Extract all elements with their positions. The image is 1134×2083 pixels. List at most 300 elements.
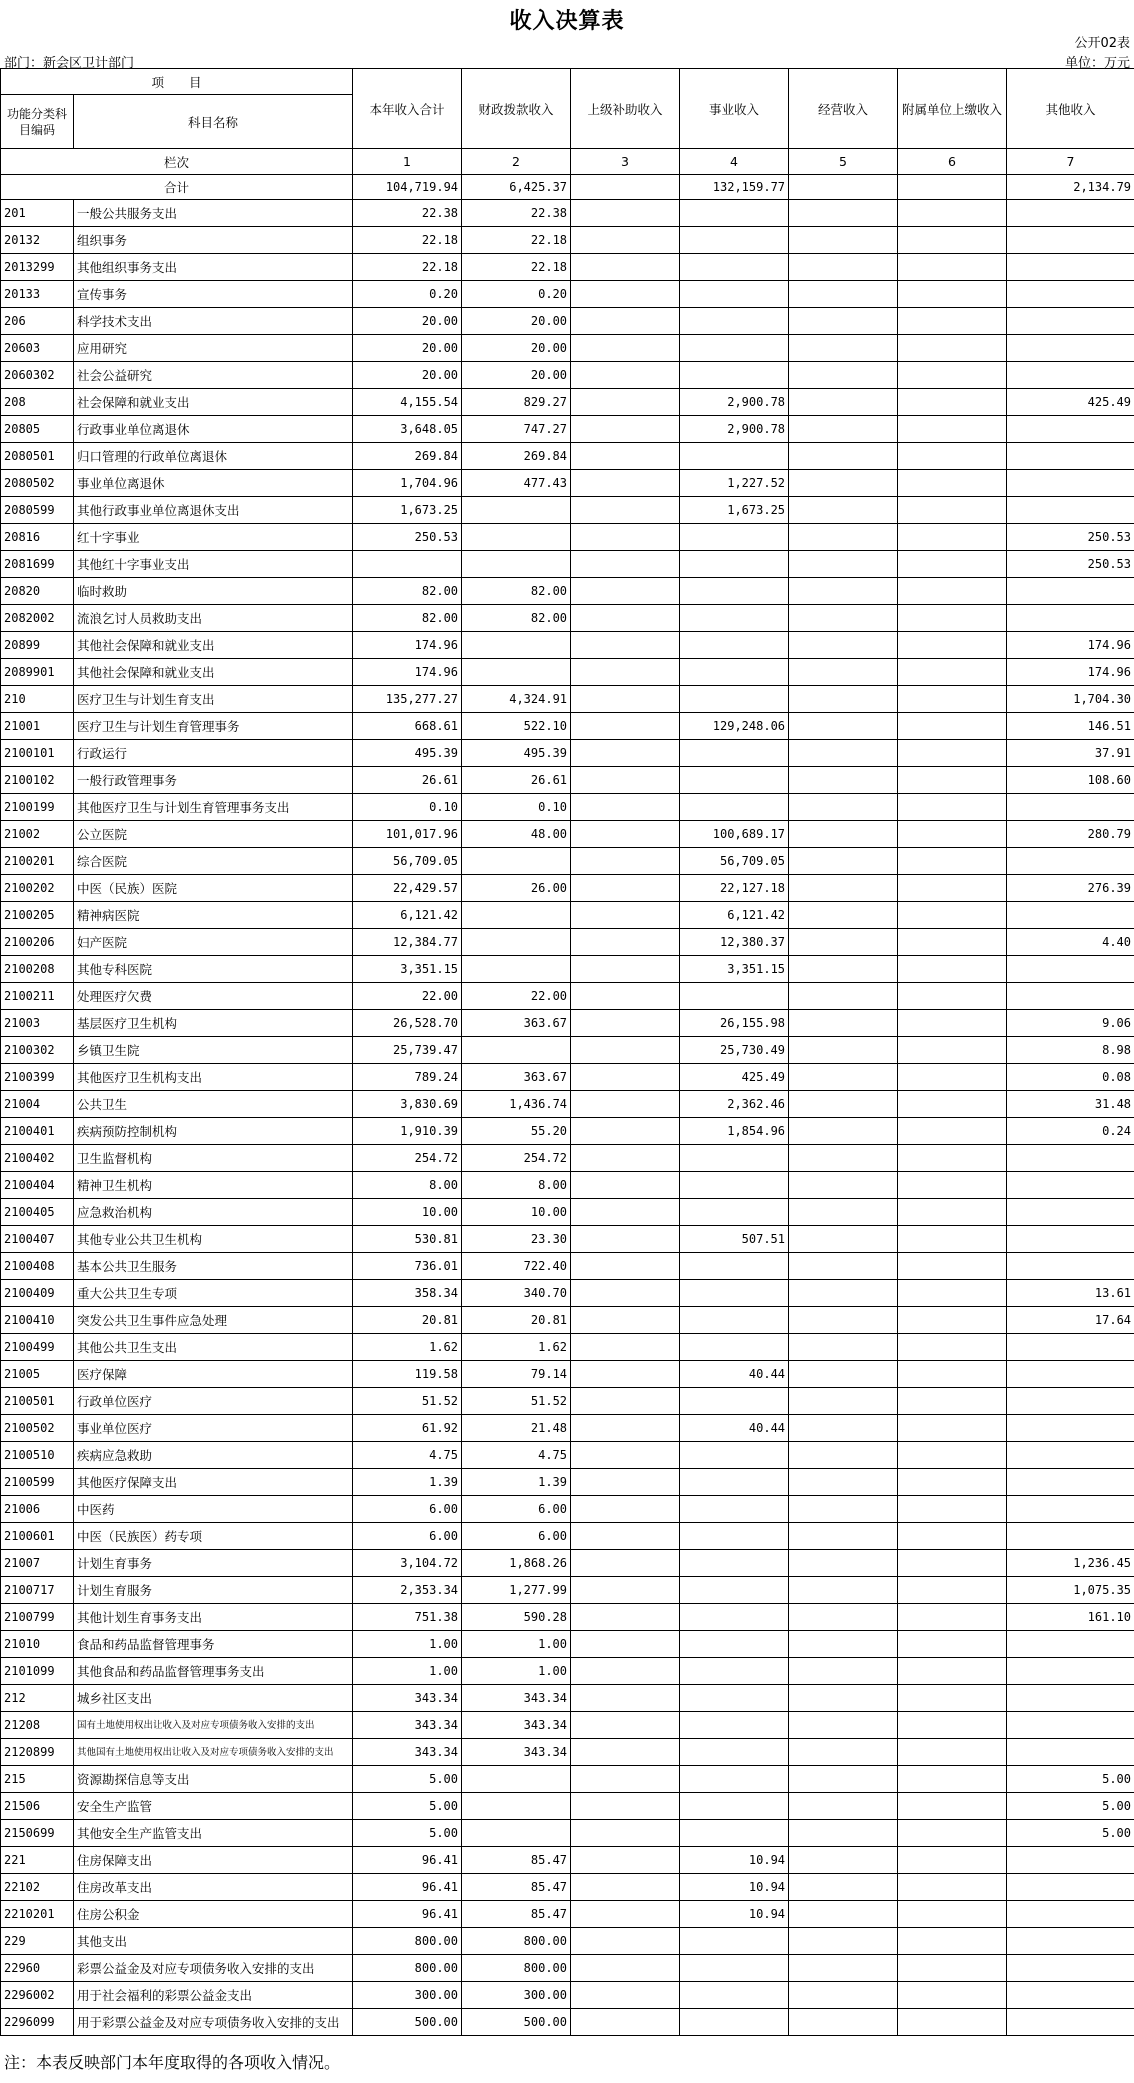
subject-code: 201: [1, 200, 74, 227]
subject-code: 2100202: [1, 875, 74, 902]
table-row: [1, 1766, 1134, 1793]
table-row: [1, 1469, 1134, 1496]
header-col-2: 财政拨款收入: [462, 69, 571, 149]
subject-code: 2080501: [1, 443, 74, 470]
amount-cell: [571, 713, 680, 740]
table-row: [1, 497, 1134, 524]
amount-cell: [898, 200, 1007, 227]
subject-name: 其他医疗卫生与计划生育管理事务支出: [74, 794, 353, 821]
subject-code: 2100799: [1, 1604, 74, 1631]
amount-cell: 250.53: [353, 524, 462, 551]
table-row: [1, 254, 1134, 281]
amount-cell: [680, 1820, 789, 1847]
amount-cell: 61.92: [353, 1415, 462, 1442]
amount-cell: 96.41: [353, 1901, 462, 1928]
amount-cell: [898, 1334, 1007, 1361]
amount-cell: [898, 1415, 1007, 1442]
amount-cell: [898, 1739, 1007, 1766]
amount-cell: [1007, 956, 1134, 983]
amount-cell: [571, 1361, 680, 1388]
subject-code: 2100302: [1, 1037, 74, 1064]
amount-cell: [898, 659, 1007, 686]
amount-cell: 55.20: [462, 1118, 571, 1145]
subject-name: 基本公共卫生服务: [74, 1253, 353, 1280]
amount-cell: 96.41: [353, 1847, 462, 1874]
subject-code: 2089901: [1, 659, 74, 686]
table-row: [1, 1280, 1134, 1307]
table-row: [1, 1901, 1134, 1928]
amount-cell: [1007, 497, 1134, 524]
amount-cell: [680, 1550, 789, 1577]
subject-code: 2100409: [1, 1280, 74, 1307]
amount-cell: [1007, 2009, 1134, 2036]
amount-cell: 1.62: [462, 1334, 571, 1361]
amount-cell: 1,704.30: [1007, 686, 1134, 713]
subject-name: 住房保障支出: [74, 1847, 353, 1874]
amount-cell: [680, 362, 789, 389]
amount-cell: [1007, 1172, 1134, 1199]
amount-cell: [898, 1199, 1007, 1226]
subject-code: 20132: [1, 227, 74, 254]
subject-name: 科学技术支出: [74, 308, 353, 335]
subject-name: 食品和药品监督管理事务: [74, 1631, 353, 1658]
table-row: [1, 1037, 1134, 1064]
amount-cell: 20.00: [462, 335, 571, 362]
table-row: [1, 1361, 1134, 1388]
subject-name: 临时救助: [74, 578, 353, 605]
amount-cell: [898, 551, 1007, 578]
subject-code: 2082002: [1, 605, 74, 632]
page-title: 收入决算表: [509, 9, 625, 34]
subject-name: 其他计划生育事务支出: [74, 1604, 353, 1631]
amount-cell: [1007, 1685, 1134, 1712]
subject-code: 2100407: [1, 1226, 74, 1253]
subject-code: 22960: [1, 1955, 74, 1982]
table-row: [1, 227, 1134, 254]
amount-cell: [898, 902, 1007, 929]
amount-cell: [571, 821, 680, 848]
amount-cell: [789, 1496, 898, 1523]
header-code: 功能分类科目编码: [1, 95, 74, 149]
amount-cell: [1007, 227, 1134, 254]
table-row: [1, 1604, 1134, 1631]
amount-cell: [571, 389, 680, 416]
subject-name: 妇产医院: [74, 929, 353, 956]
amount-cell: 17.64: [1007, 1307, 1134, 1334]
amount-cell: [571, 1145, 680, 1172]
table-row: [1, 1982, 1134, 2009]
table-row: [1, 1010, 1134, 1037]
amount-cell: [571, 362, 680, 389]
amount-cell: 6.00: [353, 1523, 462, 1550]
table-row: [1, 1550, 1134, 1577]
amount-cell: 119.58: [353, 1361, 462, 1388]
subject-code: 21007: [1, 1550, 74, 1577]
amount-cell: [789, 1334, 898, 1361]
amount-cell: 96.41: [353, 1874, 462, 1901]
amount-cell: [1007, 794, 1134, 821]
amount-cell: [680, 1631, 789, 1658]
table-row: [1, 470, 1134, 497]
subject-code: 21506: [1, 1793, 74, 1820]
amount-cell: [571, 1604, 680, 1631]
table-row: [1, 1874, 1134, 1901]
amount-cell: 0.10: [353, 794, 462, 821]
amount-cell: [898, 1847, 1007, 1874]
amount-cell: [898, 578, 1007, 605]
amount-cell: 590.28: [462, 1604, 571, 1631]
subject-name: 应用研究: [74, 335, 353, 362]
subject-code: 21010: [1, 1631, 74, 1658]
amount-cell: [571, 524, 680, 551]
amount-cell: [1007, 1415, 1134, 1442]
amount-cell: 161.10: [1007, 1604, 1134, 1631]
amount-cell: 3,351.15: [353, 956, 462, 983]
amount-cell: 276.39: [1007, 875, 1134, 902]
amount-cell: [571, 1793, 680, 1820]
amount-cell: [898, 794, 1007, 821]
total-cell: 6,425.37: [462, 175, 571, 200]
table-row: [1, 983, 1134, 1010]
amount-cell: 500.00: [353, 2009, 462, 2036]
amount-cell: 100,689.17: [680, 821, 789, 848]
table-row: [1, 362, 1134, 389]
table-row: [1, 1388, 1134, 1415]
amount-cell: [571, 308, 680, 335]
amount-cell: [1007, 200, 1134, 227]
subject-code: 210: [1, 686, 74, 713]
amount-cell: 800.00: [462, 1955, 571, 1982]
amount-cell: 10.94: [680, 1847, 789, 1874]
amount-cell: 6.00: [462, 1523, 571, 1550]
amount-cell: [898, 281, 1007, 308]
subject-name: 精神病医院: [74, 902, 353, 929]
amount-cell: 26.61: [462, 767, 571, 794]
amount-cell: [571, 1442, 680, 1469]
amount-cell: [680, 1442, 789, 1469]
amount-cell: 13.61: [1007, 1280, 1134, 1307]
amount-cell: [680, 1982, 789, 2009]
table-row: [1, 902, 1134, 929]
subject-name: 社会公益研究: [74, 362, 353, 389]
amount-cell: 477.43: [462, 470, 571, 497]
amount-cell: [898, 1442, 1007, 1469]
amount-cell: 40.44: [680, 1415, 789, 1442]
amount-cell: [789, 902, 898, 929]
amount-cell: [898, 1010, 1007, 1037]
amount-cell: 20.00: [353, 308, 462, 335]
amount-cell: [680, 1523, 789, 1550]
amount-cell: 20.00: [462, 362, 571, 389]
amount-cell: [571, 1820, 680, 1847]
amount-cell: [789, 767, 898, 794]
subject-code: 2013299: [1, 254, 74, 281]
amount-cell: [680, 659, 789, 686]
amount-cell: [898, 2009, 1007, 2036]
amount-cell: [898, 416, 1007, 443]
amount-cell: [898, 524, 1007, 551]
amount-cell: 1,436.74: [462, 1091, 571, 1118]
amount-cell: 20.00: [353, 335, 462, 362]
amount-cell: 22,127.18: [680, 875, 789, 902]
amount-cell: [571, 1928, 680, 1955]
amount-cell: [462, 1037, 571, 1064]
amount-cell: 500.00: [462, 2009, 571, 2036]
amount-cell: [571, 281, 680, 308]
subject-code: 2100102: [1, 767, 74, 794]
amount-cell: [462, 848, 571, 875]
amount-cell: [898, 1550, 1007, 1577]
amount-cell: [1007, 1874, 1134, 1901]
subject-name: 其他医疗卫生机构支出: [74, 1064, 353, 1091]
amount-cell: [789, 1145, 898, 1172]
amount-cell: 12,380.37: [680, 929, 789, 956]
amount-cell: 22.38: [353, 200, 462, 227]
amount-cell: [571, 1550, 680, 1577]
amount-cell: 5.00: [353, 1793, 462, 1820]
amount-cell: 22.18: [353, 227, 462, 254]
amount-cell: [571, 767, 680, 794]
header-col-4: 事业收入: [680, 69, 789, 149]
amount-cell: [680, 1334, 789, 1361]
amount-cell: [571, 794, 680, 821]
amount-cell: [571, 1577, 680, 1604]
amount-cell: [1007, 1199, 1134, 1226]
amount-cell: [571, 875, 680, 902]
amount-cell: 5.00: [353, 1766, 462, 1793]
amount-cell: [789, 605, 898, 632]
total-cell: 132,159.77: [680, 175, 789, 200]
table-row: [1, 956, 1134, 983]
subject-name: 住房公积金: [74, 1901, 353, 1928]
subject-code: 20899: [1, 632, 74, 659]
subject-code: 212: [1, 1685, 74, 1712]
subject-name: 综合医院: [74, 848, 353, 875]
amount-cell: [789, 389, 898, 416]
amount-cell: [571, 1307, 680, 1334]
amount-cell: [680, 1172, 789, 1199]
amount-cell: 254.72: [462, 1145, 571, 1172]
amount-cell: [571, 1847, 680, 1874]
subject-name: 资源勘探信息等支出: [74, 1766, 353, 1793]
amount-cell: [571, 686, 680, 713]
amount-cell: [462, 1820, 571, 1847]
table-row: [1, 443, 1134, 470]
amount-cell: 51.52: [462, 1388, 571, 1415]
amount-cell: [898, 1631, 1007, 1658]
amount-cell: 0.20: [462, 281, 571, 308]
subject-name: 其他公共卫生支出: [74, 1334, 353, 1361]
amount-cell: [789, 362, 898, 389]
table-row: [1, 2009, 1134, 2036]
amount-cell: 2,362.46: [680, 1091, 789, 1118]
table-row: [1, 1523, 1134, 1550]
header-col-6: 附属单位上缴收入: [898, 69, 1007, 149]
amount-cell: [789, 1172, 898, 1199]
table-row: [1, 1577, 1134, 1604]
amount-cell: 829.27: [462, 389, 571, 416]
amount-cell: 747.27: [462, 416, 571, 443]
amount-cell: 82.00: [462, 578, 571, 605]
amount-cell: 174.96: [1007, 632, 1134, 659]
amount-cell: 20.00: [462, 308, 571, 335]
amount-cell: [462, 902, 571, 929]
table-row: [1, 335, 1134, 362]
amount-cell: [789, 281, 898, 308]
amount-cell: [789, 1766, 898, 1793]
amount-cell: [680, 605, 789, 632]
subject-name: 基层医疗卫生机构: [74, 1010, 353, 1037]
amount-cell: [1007, 1442, 1134, 1469]
amount-cell: [571, 1172, 680, 1199]
subject-code: 208: [1, 389, 74, 416]
amount-cell: [898, 1793, 1007, 1820]
amount-cell: [680, 1145, 789, 1172]
header-col-1: 本年收入合计: [353, 69, 462, 149]
amount-cell: 56,709.05: [680, 848, 789, 875]
subject-name: 社会保障和就业支出: [74, 389, 353, 416]
amount-cell: 85.47: [462, 1874, 571, 1901]
amount-cell: [898, 443, 1007, 470]
amount-cell: [571, 1334, 680, 1361]
amount-cell: [898, 389, 1007, 416]
table-row: [1, 1712, 1134, 1739]
amount-cell: [789, 497, 898, 524]
amount-cell: 343.34: [462, 1739, 571, 1766]
amount-cell: 82.00: [353, 578, 462, 605]
table-row: [1, 1658, 1134, 1685]
amount-cell: [898, 929, 1007, 956]
amount-cell: [789, 659, 898, 686]
subject-name: 事业单位医疗: [74, 1415, 353, 1442]
amount-cell: [789, 1739, 898, 1766]
amount-cell: 1,704.96: [353, 470, 462, 497]
amount-cell: 1.00: [353, 1658, 462, 1685]
amount-cell: [571, 983, 680, 1010]
subject-code: 2150699: [1, 1820, 74, 1847]
amount-cell: 56,709.05: [353, 848, 462, 875]
amount-cell: [789, 551, 898, 578]
footnote: 注：本表反映部门本年度取得的各项收入情况。: [4, 2053, 341, 2072]
amount-cell: [680, 1604, 789, 1631]
amount-cell: [898, 1064, 1007, 1091]
amount-cell: 10.94: [680, 1874, 789, 1901]
amount-cell: [789, 308, 898, 335]
subject-code: 2100206: [1, 929, 74, 956]
amount-cell: [680, 1280, 789, 1307]
amount-cell: 40.44: [680, 1361, 789, 1388]
subject-name: 行政事业单位离退休: [74, 416, 353, 443]
table-row: [1, 308, 1134, 335]
amount-cell: [789, 794, 898, 821]
header-col-3: 上级补助收入: [571, 69, 680, 149]
subject-code: 215: [1, 1766, 74, 1793]
amount-cell: [1007, 1847, 1134, 1874]
amount-cell: 1.00: [462, 1658, 571, 1685]
table-row: [1, 713, 1134, 740]
amount-cell: [1007, 1712, 1134, 1739]
amount-cell: [1007, 1496, 1134, 1523]
amount-cell: [1007, 1658, 1134, 1685]
subject-code: 2100510: [1, 1442, 74, 1469]
amount-cell: [789, 470, 898, 497]
subject-name: 国有土地使用权出让收入及对应专项债务收入安排的支出: [74, 1712, 353, 1739]
amount-cell: [571, 551, 680, 578]
amount-cell: [571, 1199, 680, 1226]
amount-cell: [789, 2009, 898, 2036]
amount-cell: [571, 1118, 680, 1145]
header-col-index: 栏次: [1, 149, 353, 175]
amount-cell: [898, 1982, 1007, 2009]
amount-cell: [898, 983, 1007, 1010]
amount-cell: [571, 1658, 680, 1685]
amount-cell: [571, 1955, 680, 1982]
subject-name: 城乡社区支出: [74, 1685, 353, 1712]
amount-cell: 1,227.52: [680, 470, 789, 497]
amount-cell: [571, 1415, 680, 1442]
subject-code: 2100405: [1, 1199, 74, 1226]
subject-name: 疾病应急救助: [74, 1442, 353, 1469]
revenue-table: [0, 68, 1134, 2036]
subject-name: 住房改革支出: [74, 1874, 353, 1901]
amount-cell: [571, 1388, 680, 1415]
subject-name: 彩票公益金及对应专项债务收入安排的支出: [74, 1955, 353, 1982]
subject-name: 其他专科医院: [74, 956, 353, 983]
amount-cell: [789, 1388, 898, 1415]
subject-code: 2100599: [1, 1469, 74, 1496]
amount-cell: [462, 956, 571, 983]
amount-cell: 51.52: [353, 1388, 462, 1415]
amount-cell: [571, 578, 680, 605]
total-cell: 2,134.79: [1007, 175, 1134, 200]
amount-cell: 425.49: [680, 1064, 789, 1091]
amount-cell: [680, 1685, 789, 1712]
subject-name: 安全生产监管: [74, 1793, 353, 1820]
amount-cell: 5.00: [1007, 1820, 1134, 1847]
amount-cell: [571, 740, 680, 767]
amount-cell: 22.18: [462, 254, 571, 281]
amount-cell: [1007, 1982, 1134, 2009]
table-row: [1, 1172, 1134, 1199]
amount-cell: [789, 578, 898, 605]
amount-cell: [1007, 1388, 1134, 1415]
amount-cell: [898, 686, 1007, 713]
amount-cell: [898, 740, 1007, 767]
table-row: [1, 1496, 1134, 1523]
amount-cell: [789, 1253, 898, 1280]
subject-name: 精神卫生机构: [74, 1172, 353, 1199]
subject-code: 21004: [1, 1091, 74, 1118]
amount-cell: 22.00: [353, 983, 462, 1010]
amount-cell: [789, 929, 898, 956]
amount-cell: 135,277.27: [353, 686, 462, 713]
amount-cell: 530.81: [353, 1226, 462, 1253]
amount-cell: [1007, 1361, 1134, 1388]
amount-cell: [898, 497, 1007, 524]
amount-cell: 31.48: [1007, 1091, 1134, 1118]
amount-cell: [898, 1172, 1007, 1199]
amount-cell: 722.40: [462, 1253, 571, 1280]
amount-cell: 20.00: [353, 362, 462, 389]
table-row: [1, 1199, 1134, 1226]
amount-cell: 340.70: [462, 1280, 571, 1307]
subject-code: 2100201: [1, 848, 74, 875]
subject-name: 处理医疗欠费: [74, 983, 353, 1010]
amount-cell: [1007, 1226, 1134, 1253]
subject-name: 突发公共卫生事件应急处理: [74, 1307, 353, 1334]
amount-cell: 5.00: [1007, 1766, 1134, 1793]
subject-code: 221: [1, 1847, 74, 1874]
